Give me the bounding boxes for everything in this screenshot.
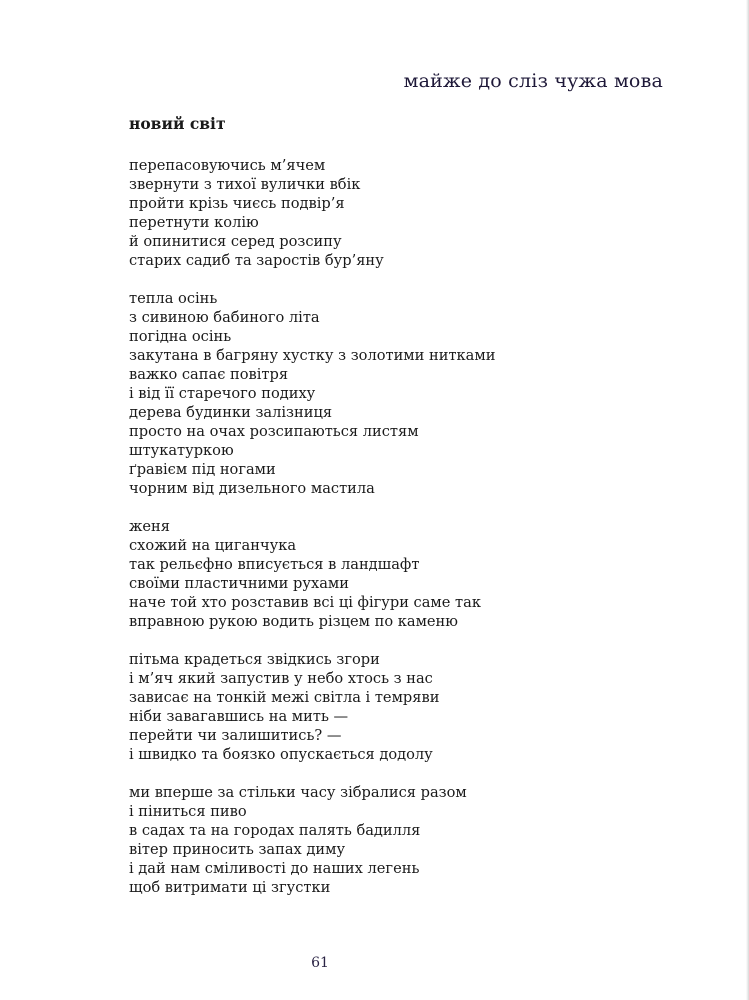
poem-line: в садах та на городах палять бадилля (129, 822, 421, 839)
poem-line: і від її старечого подиху (129, 385, 316, 402)
poem-line: і м’яч який запустив у небо хтось з нас (129, 670, 433, 687)
poem-body (129, 156, 669, 897)
poem-line: ніби завагавшись на мить — (129, 708, 349, 725)
poem-line: ми вперше за стільки часу зібралися разом (129, 784, 467, 801)
poem-line: своїми пластичними рухами (129, 575, 349, 592)
page-number: 61 (311, 955, 329, 971)
poem-line: й опинитися серед розсипу (129, 233, 342, 250)
poem-line: дерева будинки залізниця (129, 404, 333, 421)
poem-line: вправною рукою водить різцем по каменю (129, 613, 458, 630)
poem-line: перепасовуючись м’ячем (129, 157, 326, 174)
stanza (129, 783, 669, 897)
poem (129, 114, 669, 916)
poem-line: вітер приносить запах диму (129, 841, 346, 858)
poem-line: женя (129, 518, 170, 535)
poem-line: і піниться пиво (129, 803, 247, 820)
stanza (129, 289, 669, 498)
poem-line: перейти чи залишитись? — (129, 727, 342, 744)
poem-line: з сивиною бабиного літа (129, 309, 320, 326)
poem-line: і швидко та боязко опускається додолу (129, 746, 433, 763)
poem-line: тепла осінь (129, 290, 218, 307)
poem-line: пітьма крадеться звідкись згори (129, 651, 380, 668)
poem-line: просто на очах розсипаються листям (129, 423, 419, 440)
poem-line: погідна осінь (129, 328, 232, 345)
poem-line: перетнути колію (129, 214, 259, 231)
stanza (129, 650, 669, 764)
poem-line: важко сапає повітря (129, 366, 289, 383)
poem-line: чорним від дизельного мастила (129, 480, 375, 497)
poem-line: схожий на циганчука (129, 537, 297, 554)
poem-line: наче той хто розставив всі ці фігури саме так (129, 594, 481, 611)
poem-line: ґравієм під ногами (129, 461, 276, 478)
poem-line: звернути з тихої вулички вбік (129, 176, 361, 193)
poem-line: старих садиб та заростів бур’яну (129, 252, 384, 269)
poem-line: і дай нам сміливості до наших легень (129, 860, 420, 877)
stanza (129, 517, 669, 631)
poem-line: пройти крізь чиєсь подвір’я (129, 195, 345, 212)
stanza (129, 156, 669, 270)
poem-line: закутана в багряну хустку з золотими нитками (129, 347, 496, 364)
poem-line: щоб витримати ці згустки (129, 879, 331, 896)
running-head: майже до сліз чужа мова (403, 70, 663, 92)
poem-line: штукатуркою (129, 442, 234, 459)
poem-line: зависає на тонкій межі світла і темряви (129, 689, 440, 706)
poem-title: новий світ (129, 114, 226, 133)
poem-line: так рельєфно вписується в ландшафт (129, 556, 420, 573)
